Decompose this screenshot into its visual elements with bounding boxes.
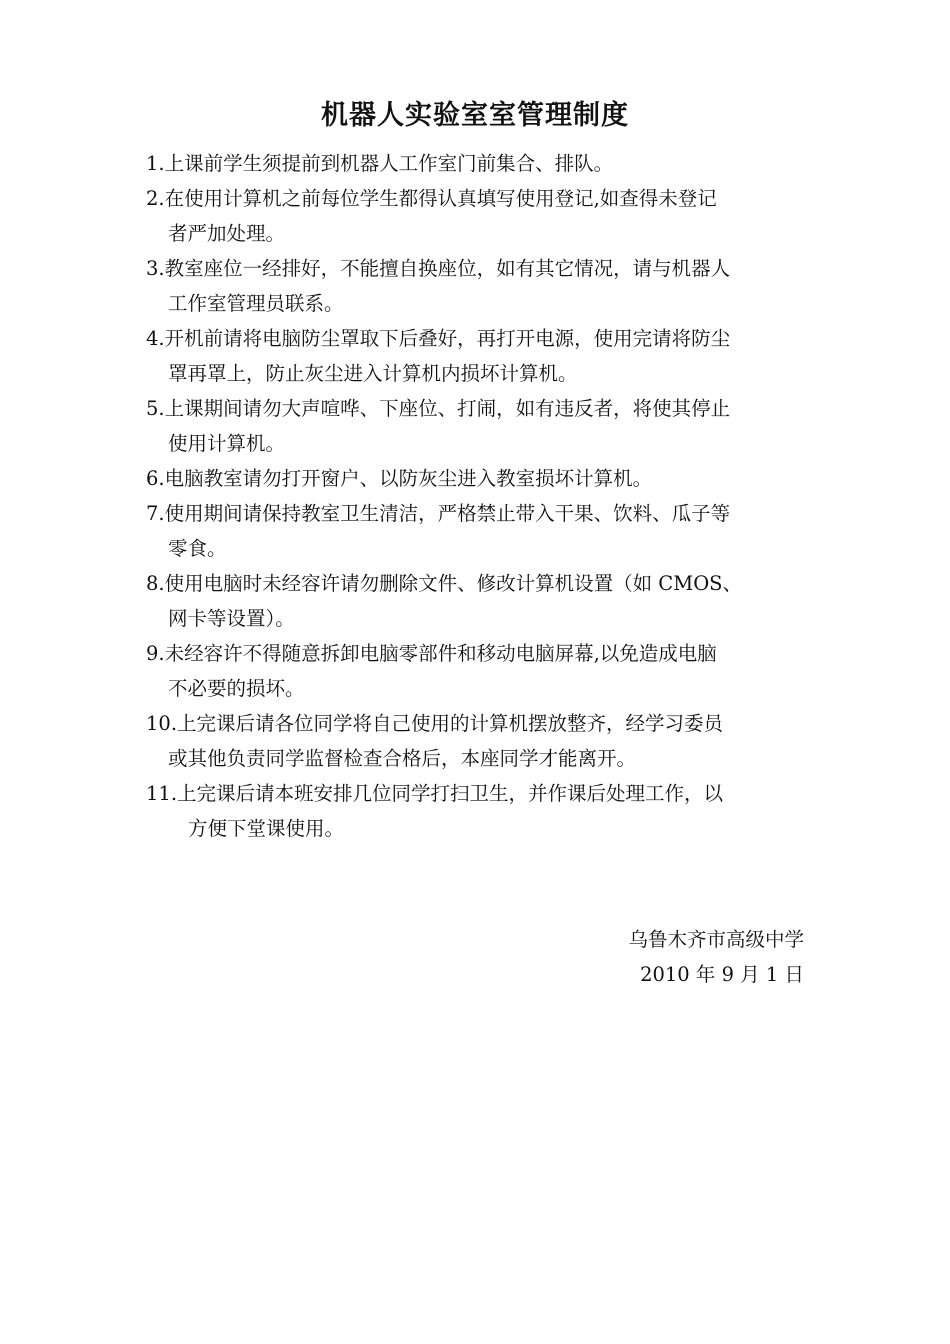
rule-item: [146, 146, 818, 181]
rule-text: 5.上课期间请勿大声喧哗、下座位、打闹，如有违反者，将使其停止: [146, 397, 731, 420]
rule-item: [146, 776, 818, 846]
document-title: 机器人实验室室管理制度: [321, 100, 629, 131]
rule-text: 1.上课前学生须提前到机器人工作室门前集合、排队。: [146, 152, 614, 175]
rule-item: [146, 566, 818, 636]
rule-text-continued: 使用计算机。: [168, 432, 286, 455]
rule-text-continued: 零食。: [168, 537, 227, 560]
rule-text: 6.电脑教室请勿打开窗户、以防灰尘进入教室损坏计算机。: [146, 467, 653, 490]
rule-text-continued: 者严加处理。: [168, 222, 286, 245]
rule-text-continued: 或其他负责同学监督检查合格后，本座同学才能离开。: [168, 747, 637, 770]
rule-item: [146, 706, 818, 776]
rule-text: 9.未经容许不得随意拆卸电脑零部件和移动电脑屏幕,以免造成电脑: [146, 642, 717, 665]
rule-item: [146, 321, 818, 391]
rule-text: 4.开机前请将电脑防尘罩取下后叠好，再打开电源，使用完请将防尘: [146, 327, 731, 350]
rule-text: 7.使用期间请保持教室卫生清洁，严格禁止带入干果、饮料、瓜子等: [146, 502, 731, 525]
rule-text-continued: 不必要的损坏。: [168, 677, 305, 700]
signature-block: [628, 922, 804, 992]
rule-item: [146, 391, 818, 461]
rule-text: 8.使用电脑时未经容许请勿删除文件、修改计算机设置（如 CMOS、: [146, 572, 743, 595]
rule-text: 2.在使用计算机之前每位学生都得认真填写使用登记,如查得未登记: [146, 187, 717, 210]
rule-text-continued: 罩再罩上，防止灰尘进入计算机内损坏计算机。: [168, 362, 578, 385]
rule-item: [146, 181, 818, 251]
rule-text-continued: 方便下堂课使用。: [188, 817, 345, 840]
signature-organization: 乌鲁木齐市高级中学: [628, 928, 804, 951]
rule-text: 10.上完课后请各位同学将自己使用的计算机摆放整齐，经学习委员: [146, 712, 724, 735]
rule-text: 11.上完课后请本班安排几位同学打扫卫生，并作课后处理工作，以: [146, 782, 724, 805]
rules-list: [146, 146, 818, 846]
rule-item: [146, 251, 818, 321]
rule-text-continued: 工作室管理员联系。: [168, 292, 344, 315]
rule-item: [146, 636, 818, 706]
rule-item: [146, 461, 818, 496]
rule-text-continued: 网卡等设置）。: [168, 607, 295, 630]
signature-date: 2010 年 9 月 1 日: [640, 963, 804, 986]
rule-text: 3.教室座位一经排好，不能擅自换座位，如有其它情况，请与机器人: [146, 257, 731, 280]
rule-item: [146, 496, 818, 566]
